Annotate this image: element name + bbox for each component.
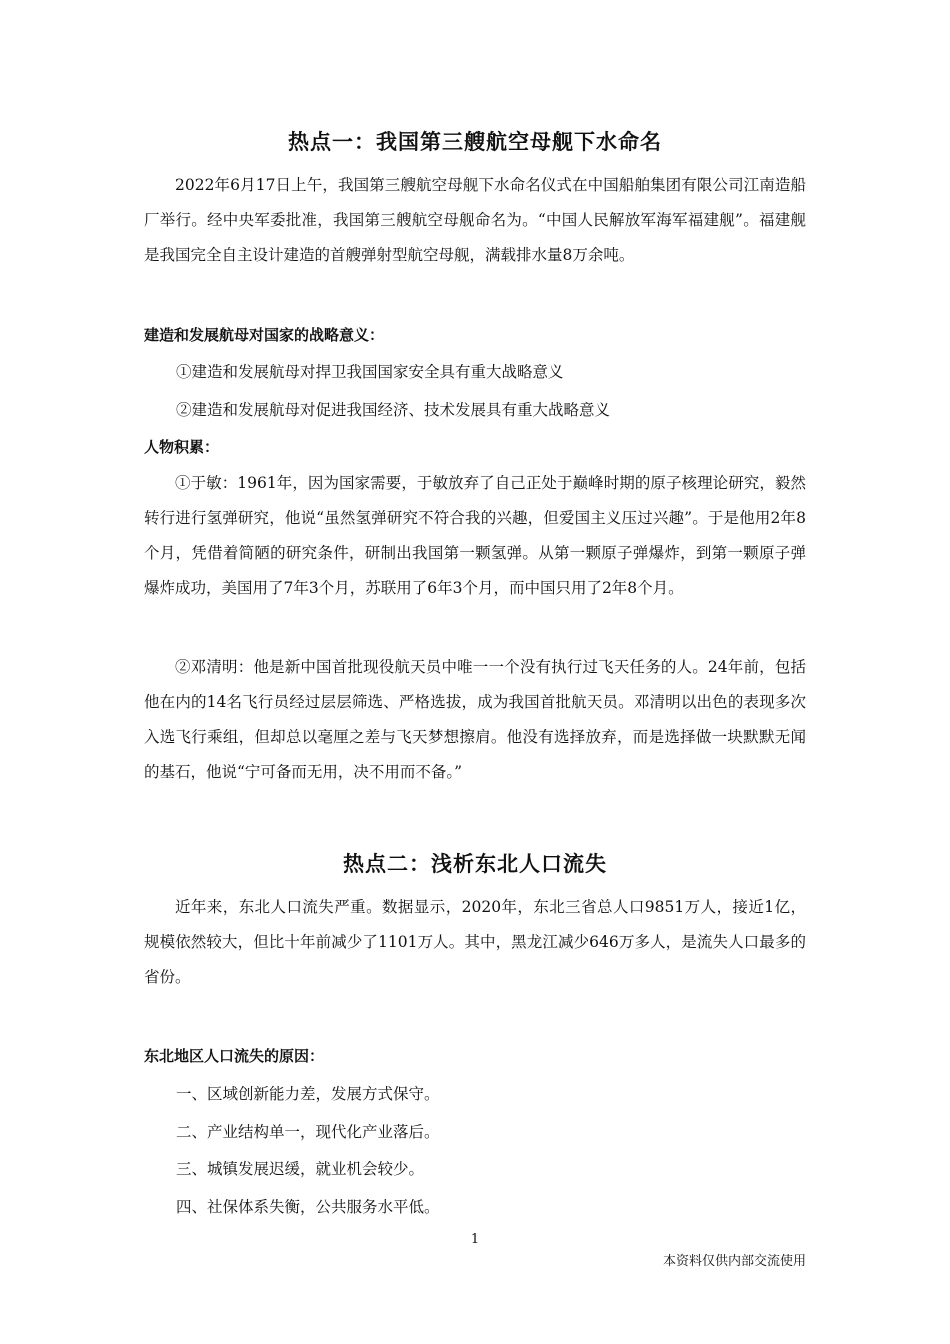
section-2-title: 热点二：浅析东北人口流失 [343,852,607,876]
reasons-heading: 东北地区人口流失的原因： [144,1047,325,1065]
section-1-title: 热点一：我国第三艘航空母舰下水命名 [288,130,662,154]
people-item-yu-min: ①于敏：1961年，因为国家需要，于敏放弃了自己正处于巅峰时期的原子核理论研究，毅然转行进行氢弹研究，他说“虽然氢弹研究不符合我的兴趣，但爱国主义压过兴趣”。于是他用2年8个月，凭借着简陋的研究条件，研制出我国第一颗氢弹。从第一颗原子弹爆炸，到第一颗原子弹爆炸成功，美国用了7年3个月，苏联用了6年3个月，而中国只用了2年8个月。 [144,474,806,597]
reason-item-4: 四、社保体系失衡，公共服务水平低。 [176,1198,440,1216]
significance-item-2: ②建造和发展航母对促进我国经济、技术发展具有重大战略意义 [176,401,611,419]
people-heading: 人物积累： [144,438,220,456]
significance-item-1: ①建造和发展航母对捍卫我国国家安全具有重大战略意义 [176,363,564,381]
significance-heading: 建造和发展航母对国家的战略意义： [144,326,385,344]
footer-note: 本资料仅供内部交流使用 [662,1254,806,1269]
section-2-intro: 近年来，东北人口流失严重。数据显示，2020年，东北三省总人口9851万人，接近1亿，规模依然较大，但比十年前减少了1101万人。其中，黑龙江减少646万多人，是流失人口最多的省份。 [144,898,806,986]
reason-item-3: 三、城镇发展迟缓，就业机会较少。 [176,1160,425,1178]
reason-item-2: 二、产业结构单一，现代化产业落后。 [176,1123,440,1141]
page-number: 1 [470,1232,480,1247]
section-1-intro: 2022年6月17日上午，我国第三艘航空母舰下水命名仪式在中国船舶集团有限公司江南造船厂举行。经中央军委批准，我国第三艘航空母舰命名为。“中国人民解放军海军福建舰”。福建舰是我国完全自主设计建造的首艘弹射型航空母舰，满载排水量8万余吨。 [144,176,806,264]
people-item-deng-qingming: ②邓清明：他是新中国首批现役航天员中唯一一个没有执行过飞天任务的人。24年前，包括他在内的14名飞行员经过层层筛选、严格选拔，成为我国首批航天员。邓清明以出色的表现多次入选飞行乘组，但却总以毫厘之差与飞天梦想擦肩。他没有选择放弃，而是选择做一块默默无闻的基石，他说“宁可备而无用，决不用而不备。” [144,658,806,781]
reason-item-1: 一、区域创新能力差，发展方式保守。 [176,1085,440,1103]
